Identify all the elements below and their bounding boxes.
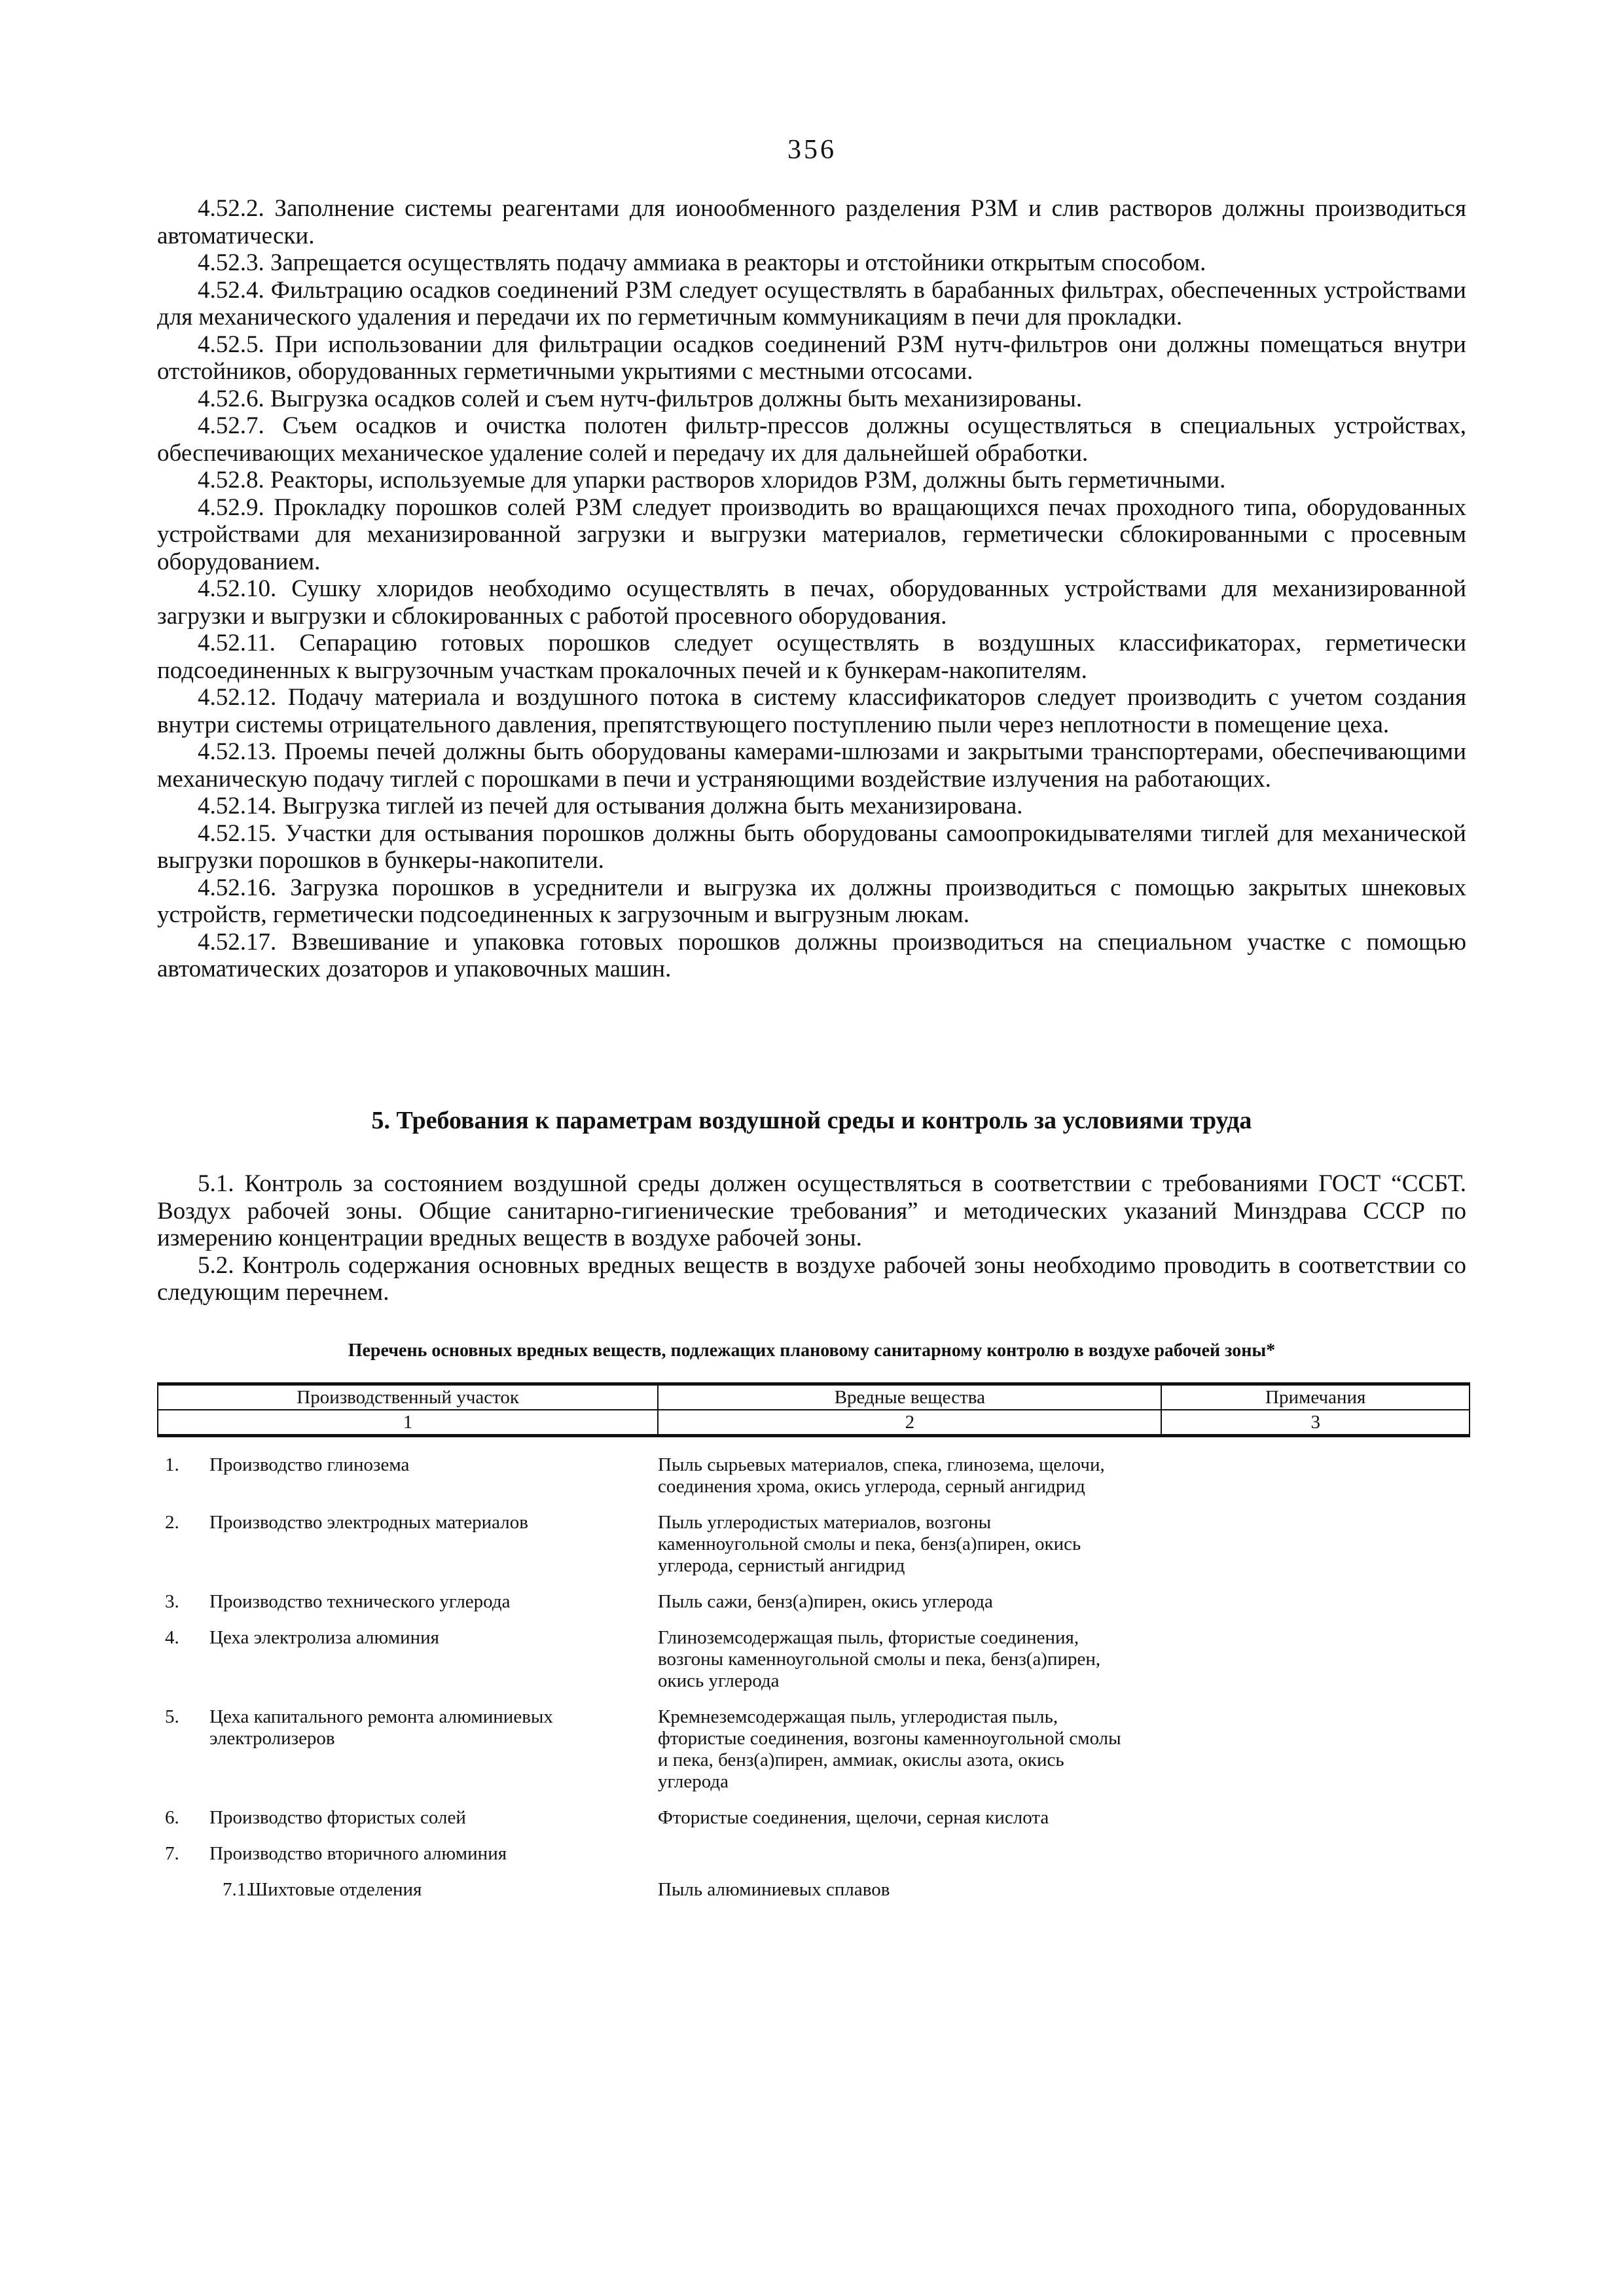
body-text	[157, 195, 1466, 983]
table-row	[157, 1843, 1470, 1865]
row-substances	[658, 1843, 1129, 1865]
header-section: Производственный участок	[158, 1384, 658, 1410]
header-row	[158, 1384, 1470, 1410]
table-row	[157, 1879, 1470, 1901]
row-section: Производство технического углерода	[209, 1591, 511, 1612]
table-row	[157, 1512, 1470, 1577]
paragraph-4-52-17: 4.52.17. Взвешивание и упаковка готовых порошков должны производиться на специальном участке с помощью автоматических дозаторов и упаковочных машин.	[157, 928, 1466, 982]
row-substances: Глиноземсодержащая пыль, фтористые соединения, возгоны каменноугольной смолы и пека, бенз(а)пирен, окись углерода	[658, 1627, 1101, 1691]
row-number: 3.	[165, 1591, 179, 1612]
row-section: Производство фтористых солей	[209, 1807, 466, 1828]
table-row	[157, 1627, 1470, 1692]
section-heading: 5. Требования к параметрам воздушной среды и контроль за условиями труда	[371, 1107, 1252, 1134]
table-header	[157, 1382, 1470, 1437]
row-number: 2.	[165, 1512, 179, 1533]
header-number-1: 1	[158, 1410, 658, 1436]
row-substances: Пыль углеродистых материалов, возгоны каменноугольной смолы и пека, бенз(а)пирен, окись углерода, сернистый ангидрид	[658, 1512, 1081, 1576]
header-number-row	[158, 1410, 1470, 1436]
row-substances: Пыль алюминиевых сплавов	[658, 1879, 890, 1900]
row-substances: Фтористые соединения, щелочи, серная кислота	[658, 1807, 1049, 1828]
header-substances: Вредные вещества	[658, 1384, 1161, 1410]
row-section: Цеха электролиза алюминия	[209, 1627, 439, 1648]
row-number: 7.1.	[223, 1879, 251, 1900]
table-row	[157, 1454, 1470, 1498]
header-number-2: 2	[658, 1410, 1161, 1436]
row-substances: Пыль сажи, бенз(а)пирен, окись углерода	[658, 1591, 993, 1612]
header-notes: Примечания	[1161, 1384, 1470, 1410]
paragraph-4-52-5: 4.52.5. При использовании для фильтрации осадков соединений РЗМ нутч-фильтров они должны помещаться внутри отстойников, оборудованных герметичными укрытиями с местными отсосами.	[157, 331, 1466, 385]
table-body	[157, 1454, 1470, 1915]
row-substances: Пыль сырьевых материалов, спека, глинозема, щелочи, соединения хрома, окись углерода, серный ангидрид	[658, 1454, 1105, 1497]
paragraph-4-52-10: 4.52.10. Сушку хлоридов необходимо осуществлять в печах, оборудованных устройствами для механизированной загрузки и выгрузки и сблокированных с работой просевного оборудования.	[157, 575, 1466, 630]
table-caption: Перечень основных вредных веществ, подлежащих плановому санитарному контролю в воздухе рабочей зоны*	[348, 1340, 1276, 1361]
section-text	[157, 1170, 1466, 1306]
paragraph-4-52-11: 4.52.11. Сепарацию готовых порошков следует осуществлять в воздушных классификаторах, герметически подсоединенных к выгрузочным участкам прокалочных печей и к бункерам-накопителям.	[157, 630, 1466, 684]
row-number: 5.	[165, 1706, 179, 1727]
row-section: Производство электродных материалов	[209, 1512, 528, 1533]
row-number: 6.	[165, 1807, 179, 1828]
table-row	[157, 1591, 1470, 1613]
paragraph-4-52-15: 4.52.15. Участки для остывания порошков должны быть оборудованы самоопрокидывателями тиглей для механической выгрузки порошков в бункеры-накопители.	[157, 819, 1466, 874]
paragraph-4-52-12: 4.52.12. Подачу материала и воздушного потока в систему классификаторов следует производить с учетом создания внутри системы отрицательного давления, препятствующего поступлению пыли через неплотности в помещение цеха.	[157, 684, 1466, 738]
row-number: 4.	[165, 1627, 179, 1648]
paragraph-4-52-4: 4.52.4. Фильтрацию осадков соединений РЗМ следует осуществлять в барабанных фильтрах, обеспеченных устройствами для механического удаления и передачи их по герметичным коммуникациям в печи для прокладки.	[157, 276, 1466, 331]
row-number: 7.	[165, 1843, 179, 1864]
row-section: Производство вторичного алюминия	[209, 1843, 507, 1864]
paragraph-4-52-6: 4.52.6. Выгрузка осадков солей и съем нутч-фильтров должны быть механизированы.	[198, 385, 1083, 412]
row-section: Цеха капитального ремонта алюминиевых электролизеров	[209, 1706, 553, 1749]
row-section: Шихтовые отделения	[249, 1879, 422, 1900]
header-number-3: 3	[1161, 1410, 1470, 1436]
page-number: 356	[787, 135, 837, 165]
row-section: Производство глинозема	[209, 1454, 410, 1475]
paragraph-4-52-2: 4.52.2. Заполнение системы реагентами для ионообменного разделения РЗМ и слив растворов должны производиться автоматически.	[157, 195, 1466, 249]
table-row	[157, 1706, 1470, 1793]
paragraph-5-1: 5.1. Контроль за состоянием воздушной среды должен осуществляться в соответствии с требованиями ГОСТ “ССБТ. Воздух рабочей зоны. Общие санитарно-гигиенические требования” и методических указаний Минздрава СССР по измерению концентрации вредных веществ в воздухе рабочей зоны.	[157, 1170, 1466, 1251]
paragraph-4-52-14: 4.52.14. Выгрузка тиглей из печей для остывания должна быть механизирована.	[198, 793, 1023, 819]
paragraph-4-52-9: 4.52.9. Прокладку порошков солей РЗМ следует производить во вращающихся печах проходного типа, оборудованных устройствами для механизированной загрузки и выгрузки материалов, герметически сблокированными с просевным оборудованием.	[157, 493, 1466, 575]
table-row	[157, 1807, 1470, 1829]
paragraph-4-52-8: 4.52.8. Реакторы, используемые для упарки растворов хлоридов РЗМ, должны быть герметичными.	[198, 467, 1226, 493]
paragraph-4-52-16: 4.52.16. Загрузка порошков в усреднители и выгрузка их должны производиться с помощью закрытых шнековых устройств, герметически подсоединенных к загрузочным и выгрузным люкам.	[157, 874, 1466, 928]
row-number: 1.	[165, 1454, 179, 1475]
paragraph-4-52-13: 4.52.13. Проемы печей должны быть оборудованы камерами-шлюзами и закрытыми транспортерами, обеспечивающими механическую подачу тиглей с порошками в печи и устраняющими воздействие излучения на работающих.	[157, 738, 1466, 793]
paragraph-4-52-3: 4.52.3. Запрещается осуществлять подачу аммиака в реакторы и отстойники открытым способом.	[198, 249, 1206, 276]
paragraph-4-52-7: 4.52.7. Съем осадков и очистка полотен фильтр-прессов должны осуществляться в специальных устройствах, обеспечивающих механическое удаление солей и передачу их для дальнейшей обработки.	[157, 412, 1466, 467]
paragraph-5-2: 5.2. Контроль содержания основных вредных веществ в воздухе рабочей зоны необходимо проводить в соответствии со следующим перечнем.	[157, 1251, 1466, 1306]
row-substances: Кремнеземсодержащая пыль, углеродистая пыль, фтористые соединения, возгоны каменноугольной смолы и пека, бенз(а)пирен, аммиак, окислы азота, окись углерода	[658, 1706, 1121, 1792]
